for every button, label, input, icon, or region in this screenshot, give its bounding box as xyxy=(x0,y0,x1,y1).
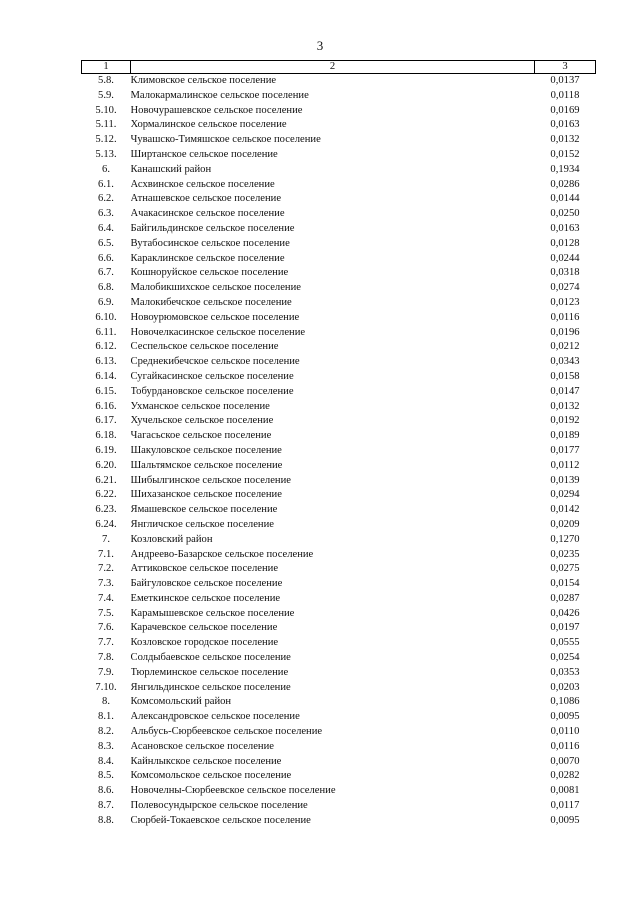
row-number: 7. xyxy=(102,533,110,545)
row-name: Альбусь-Сюрбеевское сельское поселение xyxy=(130,726,323,738)
table-row xyxy=(82,266,596,281)
row-number: 7.3. xyxy=(98,578,114,590)
row-number: 6.7. xyxy=(98,267,114,279)
table-row xyxy=(82,222,596,237)
row-value: 0,0128 xyxy=(550,237,580,249)
row-number: 8.2. xyxy=(98,726,114,738)
row-number: 6.6. xyxy=(98,252,114,264)
row-number: 7.4. xyxy=(98,592,114,604)
row-name: Малокармалинское сельское поселение xyxy=(130,89,309,101)
row-value: 0,0095 xyxy=(550,814,580,826)
row-value: 0,0203 xyxy=(550,681,580,693)
row-value: 0,0235 xyxy=(550,548,580,560)
table-row xyxy=(82,311,596,326)
row-number: 6.23. xyxy=(95,504,117,516)
row-value: 0,0123 xyxy=(550,296,580,308)
row-name: Янгличское сельское поселение xyxy=(130,518,274,530)
row-name: Андреево-Базарское сельское поселение xyxy=(130,548,314,560)
row-name: Ухманское сельское поселение xyxy=(130,400,270,412)
table-row xyxy=(82,681,596,696)
table-row xyxy=(82,799,596,814)
row-value: 0,0177 xyxy=(550,444,580,456)
row-value: 0,0282 xyxy=(550,770,580,782)
row-number: 6.14. xyxy=(95,370,117,382)
table-row xyxy=(82,651,596,666)
row-number: 8.3. xyxy=(98,740,114,752)
row-value: 0,0555 xyxy=(550,637,580,649)
row-name: Кайнлыкское сельское поселение xyxy=(130,755,282,767)
row-value: 0,0116 xyxy=(550,740,580,752)
row-number: 7.1. xyxy=(98,548,114,560)
table-row xyxy=(82,355,596,370)
row-name: Ямашевское сельское поселение xyxy=(130,504,278,516)
row-number: 6.24. xyxy=(95,518,117,530)
row-value: 0,0081 xyxy=(550,785,580,797)
row-value: 0,0147 xyxy=(550,385,580,397)
row-value: 0,0142 xyxy=(550,504,580,516)
row-value: 0,0212 xyxy=(550,341,580,353)
row-name: Канашский район xyxy=(130,163,212,175)
row-name: Вутабосинское сельское поселение xyxy=(130,237,290,249)
row-value: 0,0110 xyxy=(550,726,580,738)
row-number: 6.10. xyxy=(95,311,117,323)
row-number: 8. xyxy=(102,696,110,708)
table-row xyxy=(82,548,596,563)
row-value: 0,0154 xyxy=(550,578,580,590)
row-number: 7.8. xyxy=(98,652,114,664)
row-value: 0,0192 xyxy=(550,415,580,427)
row-value: 0,0286 xyxy=(550,178,580,190)
row-value: 0,0275 xyxy=(550,563,580,575)
row-value: 0,0244 xyxy=(550,252,580,264)
table-row xyxy=(82,621,596,636)
row-name: Александровское сельское поселение xyxy=(130,711,300,723)
row-name: Полевосундырское сельское поселение xyxy=(130,800,308,812)
row-value: 0,1270 xyxy=(550,533,580,545)
table-row xyxy=(82,459,596,474)
row-value: 0,1934 xyxy=(550,163,580,175)
row-number: 7.5. xyxy=(98,607,114,619)
row-value: 0,0144 xyxy=(550,193,580,205)
row-number: 6.15. xyxy=(95,385,117,397)
row-name: Хучельское сельское поселение xyxy=(130,415,274,427)
header-col-3: 3 xyxy=(535,61,596,74)
table-row xyxy=(82,400,596,415)
row-value: 0,0118 xyxy=(550,89,580,101)
row-number: 5.13. xyxy=(95,148,117,160)
row-name: Шакуловское сельское поселение xyxy=(130,444,282,456)
row-number: 6.5. xyxy=(98,237,114,249)
row-value: 0,0343 xyxy=(550,356,580,368)
table-row xyxy=(82,74,596,89)
row-number: 6.17. xyxy=(95,415,117,427)
table-row xyxy=(82,695,596,710)
row-number: 5.9. xyxy=(98,89,114,101)
table-row xyxy=(82,488,596,503)
row-number: 6.1. xyxy=(98,178,114,190)
row-name: Тюрлеминское сельское поселение xyxy=(130,666,289,678)
row-value: 0,0294 xyxy=(550,489,580,501)
row-value: 0,0095 xyxy=(550,711,580,723)
table-row xyxy=(82,252,596,267)
row-number: 6.20. xyxy=(95,459,117,471)
row-name: Сеспельское сельское поселение xyxy=(130,341,279,353)
row-value: 0,0189 xyxy=(550,430,580,442)
table-row xyxy=(82,178,596,193)
table-row xyxy=(82,740,596,755)
row-number: 6.2. xyxy=(98,193,114,205)
row-number: 5.12. xyxy=(95,134,117,146)
row-value: 0,0158 xyxy=(550,370,580,382)
row-number: 5.10. xyxy=(95,104,117,116)
row-value: 0,0254 xyxy=(550,652,580,664)
row-name: Карачевское сельское поселение xyxy=(130,622,278,634)
row-name: Тобурдановское сельское поселение xyxy=(130,385,294,397)
row-number: 6.22. xyxy=(95,489,117,501)
row-name: Малобикшихское сельское поселение xyxy=(130,282,301,294)
table-row xyxy=(82,340,596,355)
row-value: 0,0112 xyxy=(550,459,580,471)
row-name: Ширтанское сельское поселение xyxy=(130,148,278,160)
row-name: Кошноруйское сельское поселение xyxy=(130,267,289,279)
row-name: Байгильдинское сельское поселение xyxy=(130,222,295,234)
table-row xyxy=(82,207,596,222)
table-row xyxy=(82,192,596,207)
table-row xyxy=(82,163,596,178)
table-row xyxy=(82,370,596,385)
row-number: 5.11. xyxy=(95,119,117,131)
row-name: Шибылгинское сельское поселение xyxy=(130,474,291,486)
row-number: 6.12. xyxy=(95,341,117,353)
row-name: Атнашевское сельское поселение xyxy=(130,193,282,205)
table-row xyxy=(82,710,596,725)
row-number: 8.4. xyxy=(98,755,114,767)
row-name: Козловский район xyxy=(130,533,213,545)
table-row xyxy=(82,636,596,651)
row-name: Козловское городское поселение xyxy=(130,637,279,649)
row-value: 0,0209 xyxy=(550,518,580,530)
table-row xyxy=(82,755,596,770)
row-value: 0,0163 xyxy=(550,119,580,131)
row-name: Чувашско-Тимяшское сельское поселение xyxy=(130,134,321,146)
row-name: Сугайкасинское сельское поселение xyxy=(130,370,294,382)
row-value: 0,0132 xyxy=(550,134,580,146)
row-number: 6.16. xyxy=(95,400,117,412)
row-value: 0,0426 xyxy=(550,607,580,619)
table-row xyxy=(82,429,596,444)
table-row xyxy=(82,592,596,607)
table-row xyxy=(82,518,596,533)
table-row xyxy=(82,769,596,784)
table-row xyxy=(82,666,596,681)
row-number: 6.4. xyxy=(98,222,114,234)
row-name: Аттиковское сельское поселение xyxy=(130,563,279,575)
header-col-2: 2 xyxy=(131,61,535,74)
row-value: 0,1086 xyxy=(550,696,580,708)
table-row xyxy=(82,562,596,577)
table-row xyxy=(82,133,596,148)
row-number: 8.1. xyxy=(98,711,114,723)
table-row xyxy=(82,118,596,133)
row-value: 0,0318 xyxy=(550,267,580,279)
row-value: 0,0250 xyxy=(550,208,580,220)
table-body xyxy=(82,74,596,829)
row-number: 7.6. xyxy=(98,622,114,634)
row-number: 6.8. xyxy=(98,282,114,294)
table-row xyxy=(82,237,596,252)
row-name: Карамышевское сельское поселение xyxy=(130,607,295,619)
row-number: 7.2. xyxy=(98,563,114,575)
page-number: 3 xyxy=(316,38,324,53)
table-row xyxy=(82,385,596,400)
table-row xyxy=(82,444,596,459)
row-number: 8.8. xyxy=(98,814,114,826)
row-value: 0,0274 xyxy=(550,282,580,294)
row-number: 7.7. xyxy=(98,637,114,649)
table-row xyxy=(82,725,596,740)
row-name: Среднекибечское сельское поселение xyxy=(130,356,300,368)
distribution-table xyxy=(81,60,596,829)
row-name: Еметкинское сельское поселение xyxy=(130,592,281,604)
row-name: Ачакасинское сельское поселение xyxy=(130,208,285,220)
table-row xyxy=(82,414,596,429)
table-row xyxy=(82,474,596,489)
row-value: 0,0132 xyxy=(550,400,580,412)
row-name: Новоурюмовское сельское поселение xyxy=(130,311,300,323)
row-number: 6.9. xyxy=(98,296,114,308)
row-name: Хормалинское сельское поселение xyxy=(130,119,287,131)
row-name: Климовское сельское поселение xyxy=(130,75,277,86)
table-row xyxy=(82,326,596,341)
table-row xyxy=(82,89,596,104)
table-row xyxy=(82,281,596,296)
row-value: 0,0152 xyxy=(550,148,580,160)
row-name: Шальтямское сельское поселение xyxy=(130,459,283,471)
row-value: 0,0070 xyxy=(550,755,580,767)
row-value: 0,0197 xyxy=(550,622,580,634)
row-value: 0,0169 xyxy=(550,104,580,116)
row-number: 6.13. xyxy=(95,356,117,368)
table-row xyxy=(82,104,596,119)
row-value: 0,0287 xyxy=(550,592,580,604)
row-number: 6. xyxy=(102,163,110,175)
row-name: Чагасьское сельское поселение xyxy=(130,430,272,442)
row-name: Байгуловское сельское поселение xyxy=(130,578,283,590)
row-number: 5.8. xyxy=(98,75,114,86)
header-col-1: 1 xyxy=(82,61,131,74)
table-row xyxy=(82,607,596,622)
row-name: Новочурашевское сельское поселение xyxy=(130,104,303,116)
row-value: 0,0163 xyxy=(550,222,580,234)
row-number: 6.3. xyxy=(98,208,114,220)
row-number: 6.11. xyxy=(95,326,117,338)
row-number: 8.7. xyxy=(98,800,114,812)
row-value: 0,0196 xyxy=(550,326,580,338)
row-number: 7.10. xyxy=(95,681,117,693)
table-row xyxy=(82,503,596,518)
row-name: Новочелны-Сюрбеевское сельское поселение xyxy=(130,785,336,797)
row-number: 8.6. xyxy=(98,785,114,797)
table-row xyxy=(82,296,596,311)
row-name: Асановское сельское поселение xyxy=(130,740,274,752)
row-number: 6.21. xyxy=(95,474,117,486)
row-value: 0,0116 xyxy=(550,311,580,323)
row-value: 0,0117 xyxy=(550,800,580,812)
table-header xyxy=(82,61,596,74)
row-name: Караклинское сельское поселение xyxy=(130,252,285,264)
row-number: 6.19. xyxy=(95,444,117,456)
table-row xyxy=(82,814,596,829)
row-value: 0,0353 xyxy=(550,666,580,678)
row-name: Шихазанское сельское поселение xyxy=(130,489,282,501)
row-number: 6.18. xyxy=(95,430,117,442)
row-value: 0,0139 xyxy=(550,474,580,486)
row-name: Новочелкасинское сельское поселение xyxy=(130,326,306,338)
table-row xyxy=(82,533,596,548)
row-name: Комсомольский район xyxy=(130,696,232,708)
row-number: 7.9. xyxy=(98,666,114,678)
table-row xyxy=(82,148,596,163)
row-name: Комсомольское сельское поселение xyxy=(130,770,292,782)
row-number: 8.5. xyxy=(98,770,114,782)
row-name: Янгильдинское сельское поселение xyxy=(130,681,291,693)
row-name: Малокибечское сельское поселение xyxy=(130,296,292,308)
row-name: Асхвинское сельское поселение xyxy=(130,178,275,190)
table-row xyxy=(82,577,596,592)
row-value: 0,0137 xyxy=(550,75,580,86)
row-name: Сюрбей-Токаевское сельское поселение xyxy=(130,814,311,826)
row-name: Солдыбаевское сельское поселение xyxy=(130,652,291,664)
table-row xyxy=(82,784,596,799)
